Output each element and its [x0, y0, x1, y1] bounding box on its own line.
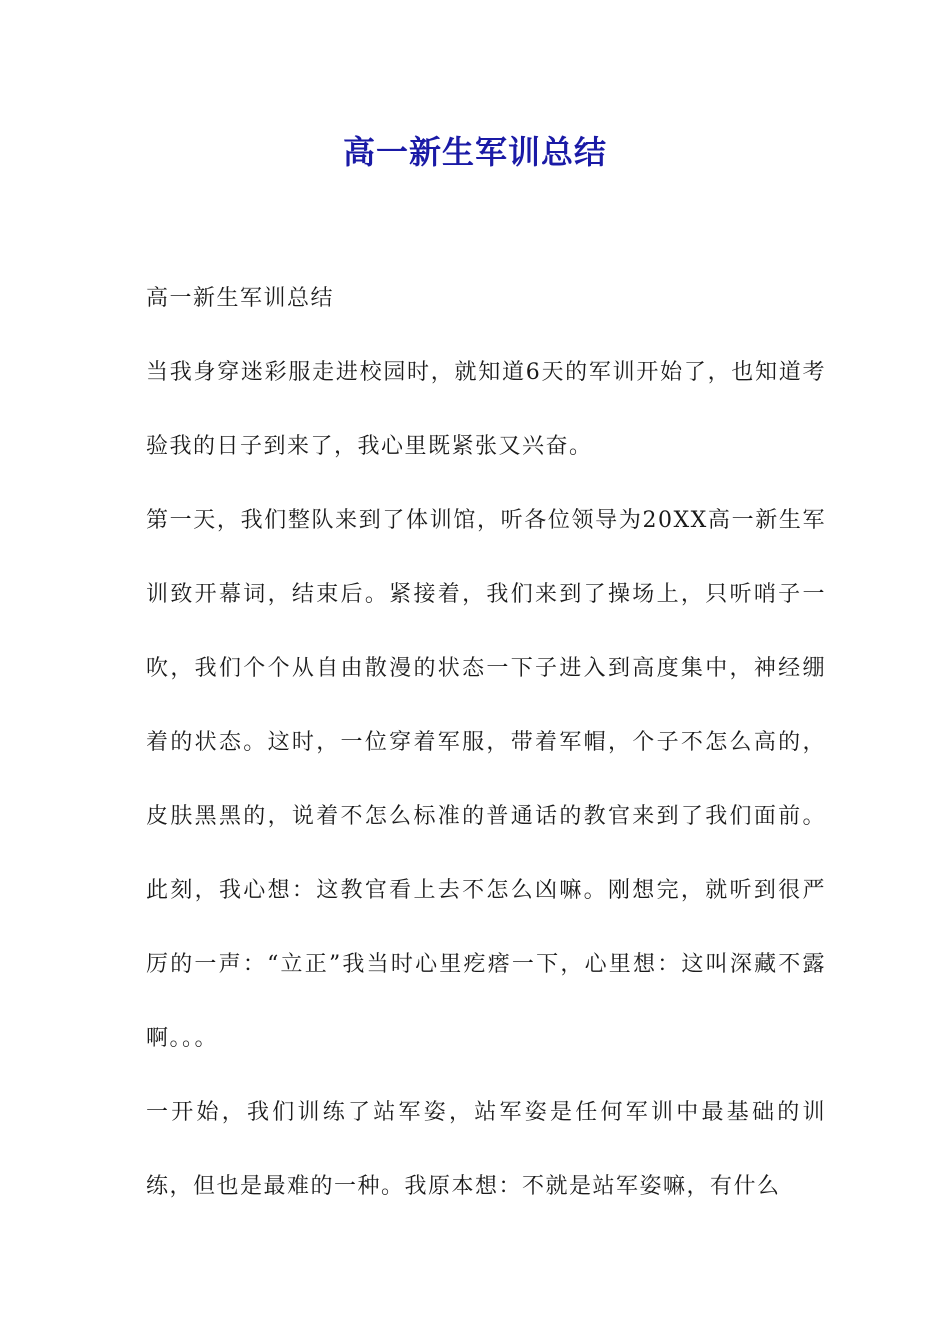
paragraph-1: 当我身穿迷彩服走进校园时，就知道6天的军训开始了，也知道考验我的日子到来了，我心里既紧张又兴奋。: [146, 360, 826, 459]
paragraph-subtitle: 高一新生军训总结: [146, 286, 335, 311]
document-body: [146, 262, 826, 1224]
paragraph-2: 第一天，我们整队来到了体训馆，听各位领导为20XX高一新生军训致开幕词，结束后。紧接着，我们来到了操场上，只听哨子一吹，我们个个从自由散漫的状态一下子进入到高度集中，神经绷着的状态。这时，一位穿着军服，带着军帽，个子不怎么高的，皮肤黑黑的，说着不怎么标准的普通话的教官来到了我们面前。此刻，我心想：这教官看上去不怎么凶嘛。刚想完，就听到很严厉的一声：“立正”我当时心里疙瘩一下，心里想：这叫深藏不露啊。。。: [146, 508, 826, 1051]
paragraph-3: 一开始，我们训练了站军姿，站军姿是任何军训中最基础的训练，但也是最难的一种。我原本想：不就是站军姿嘛，有什么: [146, 1100, 826, 1199]
document-title: 高一新生军训总结: [342, 133, 607, 171]
